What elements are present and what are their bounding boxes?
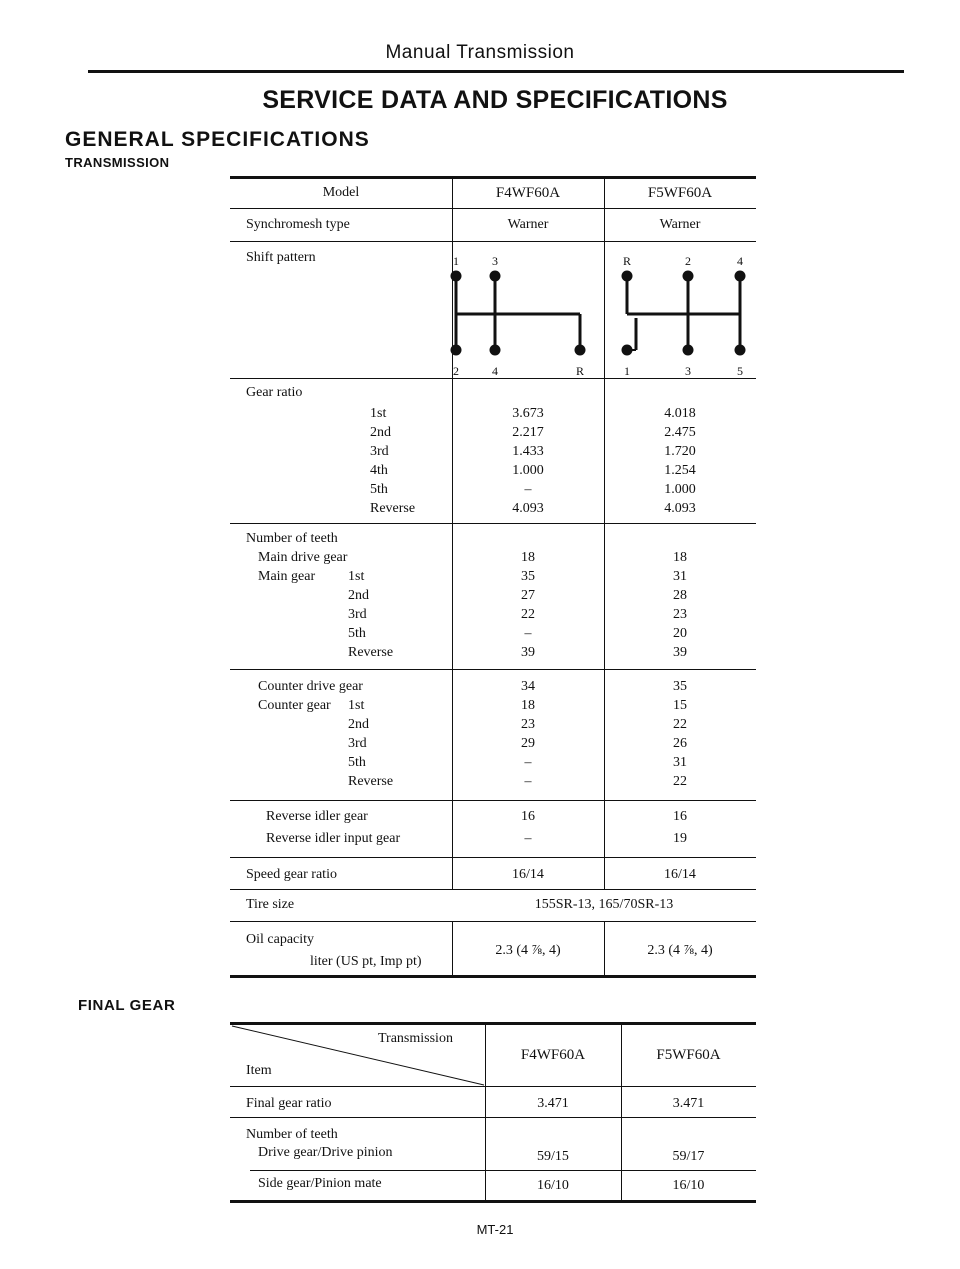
row-value-f5: 20 (673, 626, 687, 641)
row-divider (230, 1117, 756, 1118)
shift-pattern-label: Shift pattern (246, 250, 316, 265)
tire-size-value: 155SR-13, 165/70SR-13 (534, 897, 674, 912)
row-value-f5: 4.093 (664, 501, 696, 516)
reverse-idler-input-f4: – (524, 831, 532, 846)
row-value-f5: 1.000 (664, 482, 696, 497)
shift-label: 4 (737, 254, 743, 268)
synchromesh-f4: Warner (507, 217, 549, 232)
oil-capacity-unit: liter (US pt, Imp pt) (310, 954, 422, 969)
row-label: 4th (370, 463, 388, 478)
synchromesh-label: Synchromesh type (246, 217, 350, 232)
row-value-f5: 31 (673, 755, 687, 770)
row-value-f4: 22 (521, 607, 535, 622)
row-label: 3rd (348, 736, 367, 751)
counter-drive-gear-f5: 35 (673, 679, 687, 694)
row-divider (230, 523, 756, 524)
row-value-f4: – (524, 755, 532, 770)
model-f5: F5WF60A (647, 185, 713, 201)
row-label: 5th (370, 482, 388, 497)
page-title: SERVICE DATA AND SPECIFICATIONS (262, 86, 728, 114)
row-value-f4: 18 (521, 698, 535, 713)
row-value-f4: 4.093 (512, 501, 544, 516)
final-model-f5: F5WF60A (656, 1047, 721, 1063)
row-divider (230, 921, 756, 922)
final-model-f4: F4WF60A (520, 1047, 586, 1063)
row-value-f4: 3.673 (512, 406, 544, 421)
speed-gear-ratio-f4: 16/14 (512, 867, 544, 882)
row-label: Reverse (348, 774, 394, 789)
row-value-f5: 39 (673, 645, 687, 660)
oil-capacity-f5: 2.3 (4 ⅞, 4) (647, 943, 713, 958)
reverse-idler-label: Reverse idler gear (266, 809, 368, 824)
row-value-f5: 23 (673, 607, 687, 622)
side-gear-f5: 16/10 (672, 1178, 705, 1193)
row-label: 1st (370, 406, 387, 421)
counter-gear-label: Counter gear (258, 698, 331, 713)
row-value-f4: 1.433 (512, 444, 544, 459)
tire-size-label: Tire size (246, 897, 295, 912)
row-value-f4: 2.217 (512, 425, 544, 440)
row-divider (230, 208, 756, 209)
running-title: Manual Transmission (385, 42, 575, 63)
row-divider (230, 669, 756, 670)
row-value-f4: 39 (521, 645, 535, 660)
row-value-f5: 4.018 (664, 406, 696, 421)
reverse-idler-f4: 16 (521, 809, 535, 824)
row-label: 3rd (348, 607, 367, 622)
shift-label: 1 (453, 254, 459, 268)
corner-transmission-label: Transmission (378, 1031, 453, 1046)
row-divider (230, 241, 756, 242)
model-f4: F4WF60A (495, 185, 561, 201)
row-label: 1st (348, 698, 365, 713)
gear-ratio-label: Gear ratio (246, 385, 303, 400)
row-value-f4: 29 (521, 736, 535, 751)
synchromesh-f5: Warner (659, 217, 701, 232)
final-teeth-label: Number of teeth (246, 1127, 338, 1142)
final-gear-heading: FINAL GEAR (78, 997, 176, 1014)
row-value-f5: 1.720 (664, 444, 696, 459)
oil-capacity-label: Oil capacity (246, 932, 315, 947)
row-value-f5: 15 (673, 698, 687, 713)
row-divider (230, 857, 756, 858)
final-gear-ratio-f4: 3.471 (537, 1096, 569, 1111)
shift-label: 3 (685, 364, 691, 378)
row-label: Reverse (348, 645, 394, 660)
speed-gear-ratio-label: Speed gear ratio (246, 867, 337, 882)
shift-label: 4 (492, 364, 498, 378)
row-value-f4: 35 (521, 569, 535, 584)
shift-gate-f5 (618, 268, 758, 358)
row-value-f4: – (524, 774, 532, 789)
reverse-idler-f5: 16 (673, 809, 687, 824)
shift-gate-f4 (448, 268, 598, 358)
row-value-f4: – (524, 626, 532, 641)
table-top-rule (230, 176, 756, 179)
drive-gear-f5: 59/17 (672, 1149, 705, 1164)
main-drive-gear-f4: 18 (521, 550, 535, 565)
table-bottom-rule (230, 975, 756, 978)
row-value-f5: 31 (673, 569, 687, 584)
section-heading: GENERAL SPECIFICATIONS (65, 128, 370, 151)
row-label: 2nd (348, 717, 369, 732)
corner-item-label: Item (246, 1063, 272, 1078)
row-divider (230, 800, 756, 801)
row-value-f4: – (524, 482, 532, 497)
teeth-label: Number of teeth (246, 531, 338, 546)
shift-label: R (622, 254, 631, 268)
table-bottom-rule (230, 1200, 756, 1203)
row-value-f5: 22 (673, 774, 687, 789)
row-divider (230, 1086, 756, 1087)
row-label: 5th (348, 755, 366, 770)
reverse-idler-input-f5: 19 (673, 831, 687, 846)
counter-drive-gear-f4: 34 (521, 679, 535, 694)
header-rule (88, 70, 904, 73)
reverse-idler-input-label: Reverse idler input gear (266, 831, 401, 846)
transmission-heading: TRANSMISSION (65, 155, 170, 170)
row-label: 2nd (370, 425, 391, 440)
row-value-f5: 2.475 (664, 425, 696, 440)
main-drive-gear-f5: 18 (673, 550, 687, 565)
row-value-f5: 28 (673, 588, 687, 603)
model-label: Model (322, 185, 360, 200)
shift-label: 5 (737, 364, 743, 378)
page-number: MT-21 (476, 1222, 514, 1237)
shift-label: R (575, 364, 584, 378)
row-label: 2nd (348, 588, 369, 603)
row-value-f4: 27 (521, 588, 535, 603)
drive-gear-label: Drive gear/Drive pinion (258, 1145, 393, 1160)
final-gear-ratio-f5: 3.471 (672, 1096, 705, 1111)
drive-gear-f4: 59/15 (537, 1149, 569, 1164)
row-value-f5: 26 (673, 736, 687, 751)
counter-drive-gear-label: Counter drive gear (258, 679, 363, 694)
shift-label: 3 (492, 254, 498, 268)
final-gear-ratio-label: Final gear ratio (246, 1096, 332, 1111)
side-gear-label: Side gear/Pinion mate (258, 1176, 382, 1191)
row-label: Reverse (370, 501, 416, 516)
row-label: 5th (348, 626, 366, 641)
row-label: 3rd (370, 444, 389, 459)
row-divider (250, 1170, 756, 1171)
side-gear-f4: 16/10 (537, 1178, 569, 1193)
shift-label: 2 (685, 254, 691, 268)
row-divider (230, 889, 756, 890)
row-value-f5: 22 (673, 717, 687, 732)
row-label: 1st (348, 569, 365, 584)
row-value-f4: 23 (521, 717, 535, 732)
row-value-f5: 1.254 (664, 463, 696, 478)
main-drive-gear-label: Main drive gear (258, 550, 348, 565)
shift-label: 2 (453, 364, 459, 378)
oil-capacity-f4: 2.3 (4 ⅞, 4) (495, 943, 561, 958)
row-value-f4: 1.000 (512, 463, 544, 478)
shift-label: 1 (624, 364, 630, 378)
speed-gear-ratio-f5: 16/14 (664, 867, 696, 882)
main-gear-label: Main gear (258, 569, 316, 584)
